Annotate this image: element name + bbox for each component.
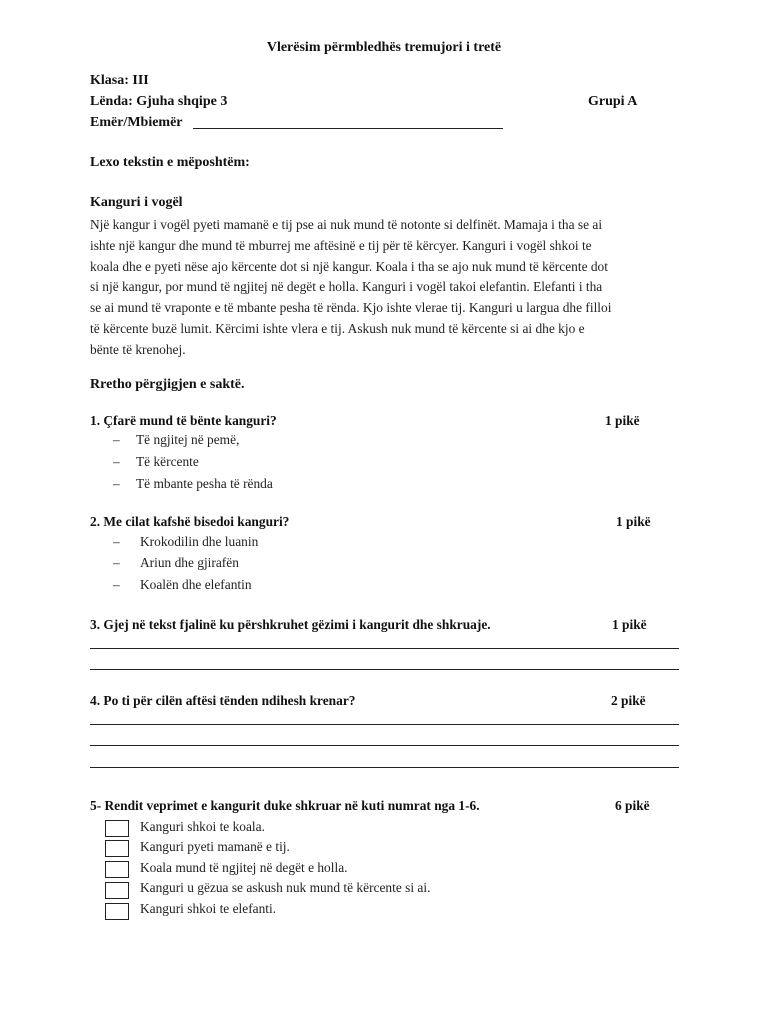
page-title: Vlerësim përmbledhës tremujori i tretë — [266, 40, 502, 55]
question-5: 5- Rendit veprimet e kangurit duke shkruar në kuti numrat nga 1-6. — [90, 798, 480, 813]
question-3: 3. Gjej në tekst fjalinë ku përshkruhet gëzimi i kangurit dhe shkruaje. — [90, 617, 491, 632]
circle-instruction: Rretho përgjigjen e saktë. — [90, 377, 245, 392]
story-title: Kanguri i vogël — [90, 195, 183, 210]
answer-option[interactable]: Ariun dhe gjirafën — [140, 555, 239, 570]
list-dash: – — [113, 454, 120, 469]
list-dash: – — [113, 432, 120, 447]
answer-option[interactable]: Krokodilin dhe luanin — [140, 534, 259, 549]
list-dash: – — [113, 577, 120, 592]
story-paragraph — [90, 215, 682, 361]
question-5-points: 6 pikë — [615, 798, 650, 813]
list-dash: – — [113, 534, 120, 549]
name-write-line[interactable] — [193, 128, 503, 129]
story-line: të kërcente buzë lumit. Kërcimi ishte vlera e tij. Askush nuk mund të kërcente si ai dhe kjo e — [90, 320, 585, 336]
list-dash: – — [113, 555, 120, 570]
name-label: Emër/Mbiemër — [90, 115, 183, 130]
story-line: Një kangur i vogël pyeti mamanë e tij pse ai nuk mund të notonte si delfinët. Mamaja i tha se ai — [90, 217, 603, 232]
answer-write-line[interactable] — [90, 724, 679, 725]
question-4-points: 2 pikë — [611, 693, 646, 708]
answer-write-line[interactable] — [90, 745, 679, 746]
order-number-box[interactable] — [105, 903, 129, 920]
question-4: 4. Po ti për cilën aftësi tënden ndihesh krenar? — [90, 693, 356, 708]
question-3-points: 1 pikë — [612, 617, 647, 632]
question-1-points: 1 pikë — [605, 413, 640, 428]
story-line: koala dhe e pyeti nëse ajo kërcente dot si një kangur. Koala i tha se ajo nuk mund të kërcente dot — [90, 258, 608, 274]
answer-write-line[interactable] — [90, 648, 679, 649]
list-dash: – — [113, 476, 120, 491]
question-2-points: 1 pikë — [616, 514, 651, 529]
answer-option[interactable]: Të mbante pesha të rënda — [136, 476, 273, 491]
order-item: Kanguri u gëzua se askush nuk mund të kërcente si ai. — [140, 880, 431, 895]
order-item: Koala mund të ngjitej në degët e holla. — [140, 860, 348, 875]
order-number-box[interactable] — [105, 820, 129, 837]
question-1: 1. Çfarë mund të bënte kanguri? — [90, 413, 277, 428]
answer-write-line[interactable] — [90, 767, 679, 768]
answer-option[interactable]: Koalën dhe elefantin — [140, 577, 252, 592]
read-instruction: Lexo tekstin e mëposhtëm: — [90, 155, 250, 170]
story-line: ishte një kangur dhe mund të mburrej me aftësinë e tij për të kërcyer. Kanguri i vogël shkoi te — [90, 237, 592, 253]
class-label: Klasa: III — [90, 73, 149, 88]
story-line: se ai mund të vraponte e të mbante pesha të rënda. Kjo ishte vlerae tij. Kanguri u largua dhe filloi — [90, 300, 612, 316]
answer-write-line[interactable] — [90, 669, 679, 670]
group-label: Grupi A — [588, 94, 638, 109]
story-line: si një kangur, por mund të ngjitej në degët e holla. Kanguri i vogël takoi elefantin. Elefanti i tha — [90, 279, 603, 295]
order-number-box[interactable] — [105, 882, 129, 899]
order-item: Kanguri shkoi te elefanti. — [140, 901, 277, 916]
order-item: Kanguri pyeti mamanë e tij. — [140, 839, 290, 854]
answer-option[interactable]: Të ngjitej në pemë, — [136, 432, 240, 447]
subject-label: Lënda: Gjuha shqipe 3 — [90, 94, 228, 109]
order-number-box[interactable] — [105, 861, 129, 878]
question-2: 2. Me cilat kafshë bisedoi kanguri? — [90, 514, 290, 529]
order-number-box[interactable] — [105, 840, 129, 857]
story-line: bënte të krenohej. — [90, 341, 186, 357]
answer-option[interactable]: Të kërcente — [136, 454, 199, 469]
order-item: Kanguri shkoi te koala. — [140, 819, 265, 834]
